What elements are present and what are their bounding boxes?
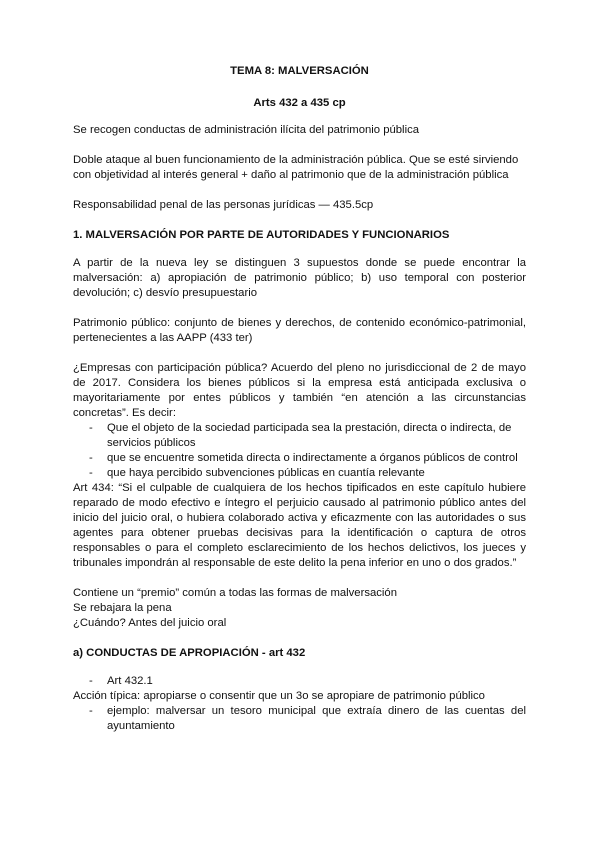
list-articulo <box>73 674 526 689</box>
document-subtitle: Arts 432 a 435 cp <box>253 97 346 109</box>
list-ejemplo <box>73 704 526 734</box>
list-item: - Que el objeto de la sociedad participada sea la prestación, directa o indirecta, de servicios públicos <box>89 421 526 451</box>
paragraph-accion-tipica: Acción típica: apropiarse o consentir que un 3o se apropiare de patrimonio público <box>73 690 485 702</box>
paragraph-rebaja: Se rebajara la pena <box>73 602 172 614</box>
paragraph-art-434: Art 434: “Si el culpable de cualquiera de los hechos tipificados en este capítulo hubiere reparado de modo efectivo e íntegro el perjuicio causado al patrimonio público antes del inicio del juicio oral, o hubiera colaborado activa y eficazmente con las autoridades o sus agentes para obtener pruebas decisivas para la identificación o captura de otros responsables o para el completo esclarecimiento de los hechos delictivos, los jueces y tribunales impondrán al responsable de este delito la pena inferior en uno o dos grados.” <box>73 482 526 569</box>
list-item: - ejemplo: malversar un tesoro municipal que extraía dinero de las cuentas del ayuntamiento <box>89 704 526 734</box>
paragraph-doble-ataque: Doble ataque al buen funcionamiento de la administración pública. Que se esté sirviendo con objetividad al interés general + daño al patrimonio que de la administración pública <box>73 154 519 181</box>
paragraph-patrimonio: Patrimonio público: conjunto de bienes y derechos, de contenido económico-patrimonial, pertenecientes a las AAPP (433 ter) <box>73 317 526 344</box>
paragraph-supuestos: A partir de la nueva ley se distinguen 3 supuestos donde se puede encontrar la malversación: a) apropiación de patrimonio público; b) uso temporal con posterior devolución; c) desvío presupuestario <box>73 257 526 299</box>
document-page <box>73 64 526 734</box>
list-criterios <box>73 421 526 481</box>
paragraph-intro: Se recogen conductas de administración ilícita del patrimonio pública <box>73 124 420 136</box>
section-heading-1: 1. MALVERSACIÓN POR PARTE DE AUTORIDADES Y FUNCIONARIOS <box>73 229 450 241</box>
document-title: TEMA 8: MALVERSACIÓN <box>230 65 369 77</box>
section-heading-2: a) CONDUCTAS DE APROPIACIÓN - art 432 <box>73 647 306 659</box>
paragraph-responsabilidad: Responsabilidad penal de las personas jurídicas — 435.5cp <box>73 199 374 211</box>
paragraph-cuando: ¿Cuándo? Antes del juicio oral <box>73 617 227 629</box>
list-item: - Art 432.1 <box>89 674 526 689</box>
list-item: - que se encuentre sometida directa o indirectamente a órganos públicos de control <box>89 451 526 466</box>
list-item: - que haya percibido subvenciones públicas en cuantía relevante <box>89 466 526 481</box>
paragraph-empresas: ¿Empresas con participación pública? Acuerdo del pleno no jurisdiccional de 2 de mayo de 2017. Considera los bienes públicos si la empresa está anticipada exclusiva o mayoritariamente por entes públicos y también “en atención a las circunstancias concretas”. Es decir: <box>73 362 526 419</box>
paragraph-premio: Contiene un “premio” común a todas las formas de malversación <box>73 587 397 599</box>
